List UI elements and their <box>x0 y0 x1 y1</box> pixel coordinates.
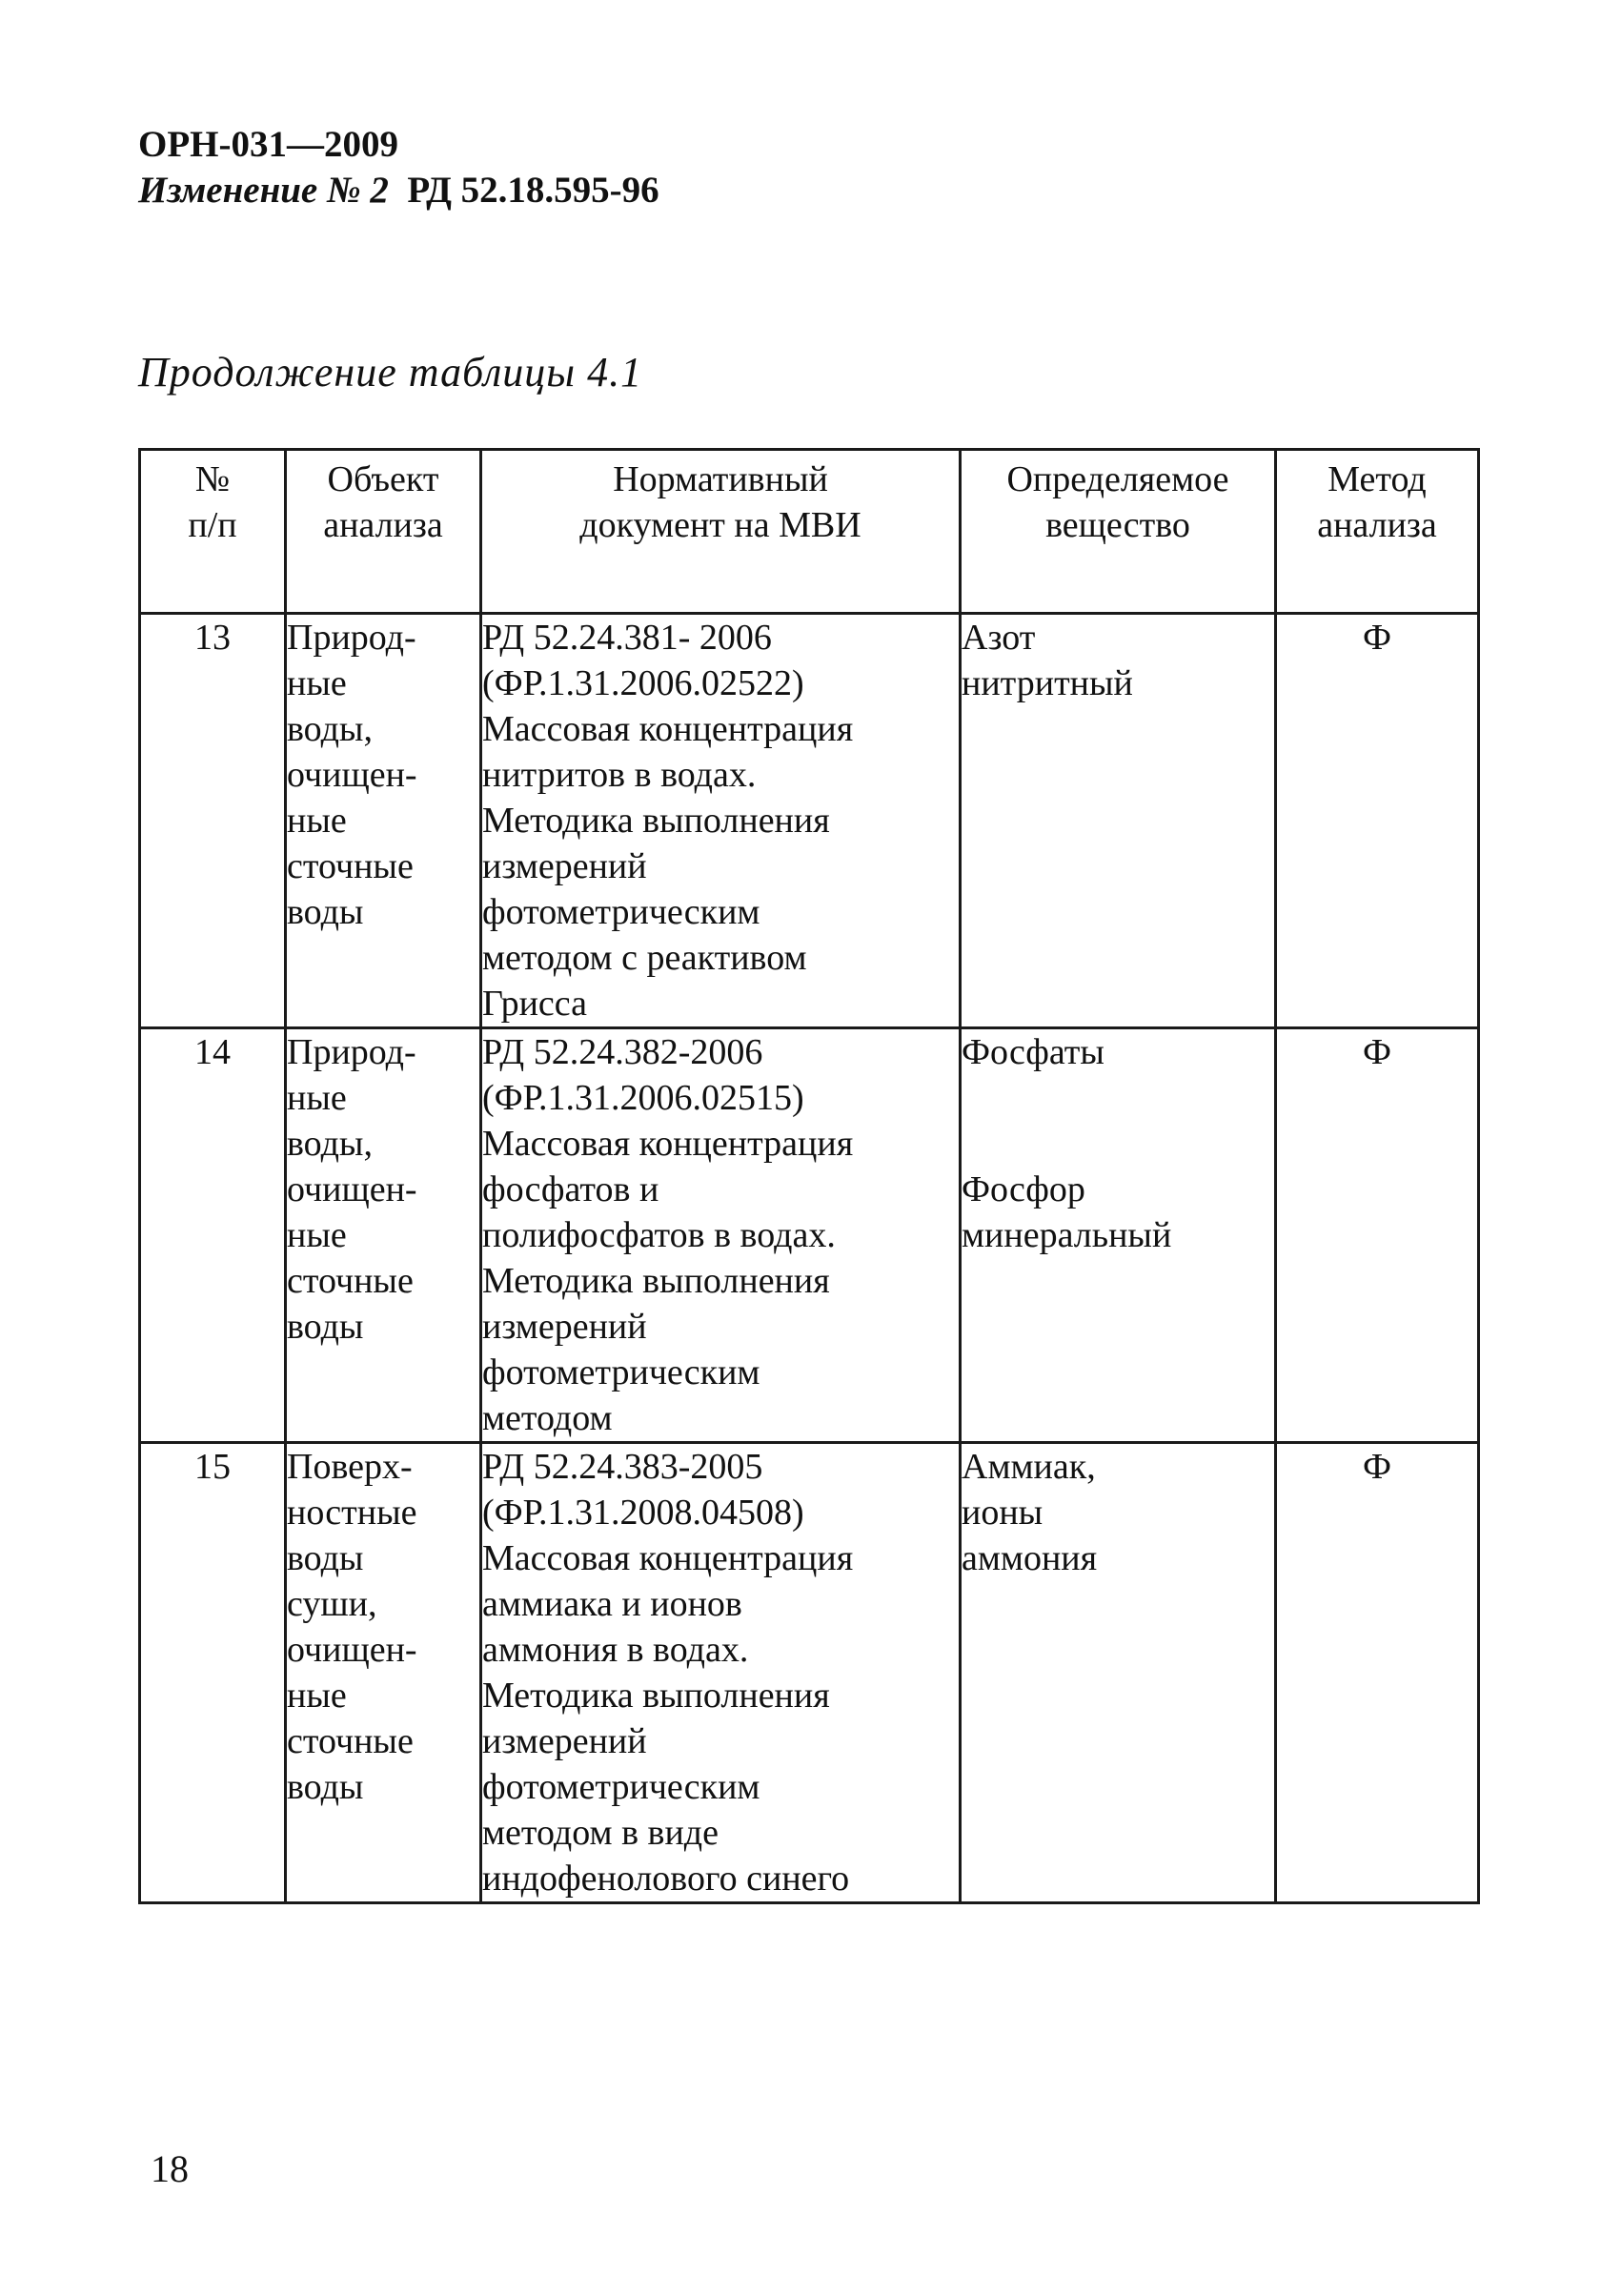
document-cell <box>481 614 961 1028</box>
object-text: Природ- ные воды, очищен- ные сточные воды <box>287 1032 417 1347</box>
analysis-methods-table <box>138 448 1480 1904</box>
substance-cell <box>961 1443 1276 1903</box>
object-cell <box>286 1028 481 1443</box>
col-header-object <box>286 450 481 614</box>
col-header-document <box>481 450 961 614</box>
object-cell <box>286 614 481 1028</box>
substance-cell <box>961 1028 1276 1443</box>
table-continuation-title: Продолжение таблицы 4.1 <box>138 349 643 396</box>
object-cell <box>286 1443 481 1903</box>
amendment-line <box>138 168 659 213</box>
substance-text: Азот нитритный <box>962 618 1133 703</box>
method-text: Ф <box>1362 1447 1392 1487</box>
row-number: 13 <box>194 618 231 658</box>
document-cell <box>481 1028 961 1443</box>
table-row <box>140 1028 1479 1443</box>
method-cell <box>1276 614 1479 1028</box>
col-header-substance <box>961 450 1276 614</box>
page-number: 18 <box>151 2147 189 2190</box>
document-code: ОРН-031—2009 <box>138 124 398 165</box>
document-text: РД 52.24.383-2005 (ФР.1.31.2008.04508) Массовая концентрация аммиака и ионов аммония в водах. Методика выполнения измерений фотометрическим методом в виде индофенолового синего <box>482 1447 854 1899</box>
col-header-substance-text: Определяемое вещество <box>1006 459 1229 545</box>
method-text: Ф <box>1362 618 1392 658</box>
substance-cell <box>961 614 1276 1028</box>
method-cell <box>1276 1443 1479 1903</box>
row-number-cell <box>140 1443 286 1903</box>
col-header-document-text: Нормативный документ на МВИ <box>579 459 861 545</box>
object-text: Поверх- ностные воды суши, очищен- ные сточные воды <box>287 1447 417 1807</box>
col-header-number-text: № п/п <box>188 459 237 545</box>
table-header-row <box>140 450 1479 614</box>
col-header-number <box>140 450 286 614</box>
table-row <box>140 1443 1479 1903</box>
table-row <box>140 614 1479 1028</box>
substance-text: Фосфаты Фосфор минеральный <box>962 1032 1172 1255</box>
col-header-method-text: Метод анализа <box>1317 459 1437 545</box>
col-header-method <box>1276 450 1479 614</box>
substance-text: Аммиак, ионы аммония <box>962 1447 1098 1578</box>
document-cell <box>481 1443 961 1903</box>
row-number: 15 <box>194 1447 231 1487</box>
row-number-cell <box>140 1028 286 1443</box>
document-text: РД 52.24.381- 2006 (ФР.1.31.2006.02522) Массовая концентрация нитритов в водах. Методика выполнения измерений фотометрическим методом с реактивом Грисса <box>482 618 854 1024</box>
row-number-cell <box>140 614 286 1028</box>
method-text: Ф <box>1362 1032 1392 1072</box>
col-header-object-text: Объект анализа <box>323 459 443 545</box>
object-text: Природ- ные воды, очищен- ные сточные воды <box>287 618 417 932</box>
document-text: РД 52.24.382-2006 (ФР.1.31.2006.02515) Массовая концентрация фосфатов и полифосфатов в водах. Методика выполнения измерений фотометрическим методом <box>482 1032 854 1438</box>
row-number: 14 <box>194 1032 231 1072</box>
amendment-label: Изменение № 2 <box>138 170 389 211</box>
method-cell <box>1276 1028 1479 1443</box>
document-header <box>138 122 659 213</box>
rd-reference: РД 52.18.595-96 <box>407 170 659 211</box>
